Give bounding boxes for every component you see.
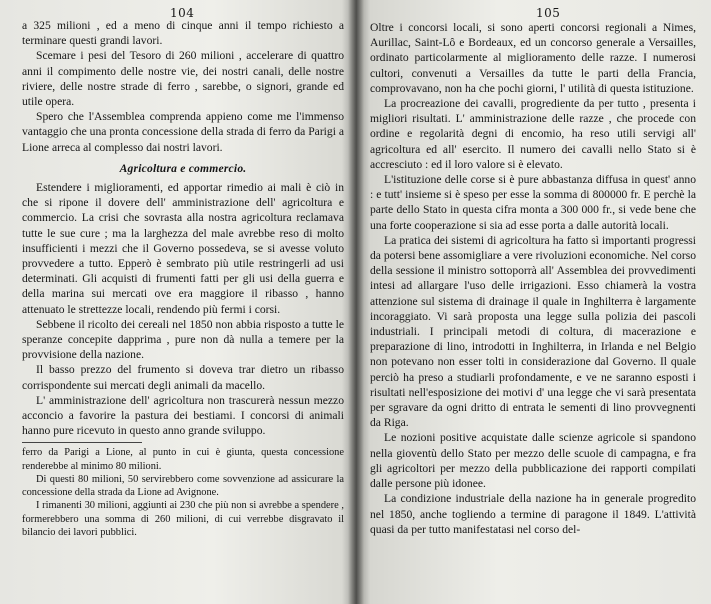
paragraph: L' amministrazione dell' agricoltura non trascurerà nessun mezzo acconcio a favorire la pastura dei bestiami. I concorsi di animali hanno pure ricevuto in questo anno grande sviluppo. bbox=[22, 393, 344, 438]
paragraph: La condizione industriale della nazione ha in generale progredito nel 1850, anche togliendo a termine di paragone il 1849. L'attività quasi da per tutto manifestatasi nel corso del- bbox=[370, 492, 696, 536]
paragraph: La pratica dei sistemi di agricoltura ha fatto sì importanti progressi da potersi bene assomigliare a vere rivoluzioni economiche. Nel corso della sessione il ministro sottoporrà all' Assemblea dei provvedimenti intesi ad allargare l'uso delle irrigazioni. Esso chiamerà la vostra attenzione sul sistema di drainage il quale in Inghilterra è largamente incoraggiato. Vi sarà proposta una legge sulla polizia dei pascoli industriali. I principali metodi di coltura, di macerazione e preparazione di lino, introdotti in Inghilterra, in Irlanda e nel Belgio non potevano non esser tolti in considerazione dal Governo. Il quale perciò ha preso a studiarli profondamente, e ve ne saranno esposti i risultati nell'esposizione dei motivi d' una legge che vi sarà presentata per sgravare da ogni dritto di entrata le sementi di lino provvegnenti da Riga. bbox=[370, 233, 696, 430]
book-gutter bbox=[348, 0, 364, 604]
section-heading: Agricoltura e commercio. bbox=[119, 161, 247, 175]
right-page-text bbox=[370, 20, 696, 537]
left-page-text bbox=[22, 18, 344, 539]
paragraph: Il basso prezzo del frumento si doveva trar dietro un ribasso corrispondente sui mercati degli animali da macello. bbox=[22, 363, 344, 392]
footnote-paragraph: ferro da Parigi a Lione, al punto in cui è giunta, questa concessione renderebbe al minimo 80 milioni. bbox=[22, 447, 344, 472]
paragraph: L'istituzione delle corse si è pure abbastanza diffusa in quest' anno : e tutt' insieme si è speso per esse la somma di 800000 fr. E perchè la parte dello Stato in questa cifra monta a 300 000 fr., si vede bene che una forte cooperazione si sia ad esse porta a dalle autorità locali. bbox=[370, 173, 696, 232]
paragraph: Scemare i pesi del Tesoro di 260 milioni , accelerare di quattro anni il compimento delle nostre vie, dei nostri canali, delle nostre riviere, delle nostre strade di ferro , sarebbe, o signori, grande ed utile opera. bbox=[22, 49, 344, 109]
paragraph: Estendere i miglioramenti, ed apportar rimedio ai mali è ciò in che si ripone il dovere dell' amministrazione dell' agricoltura e commercio. La crisi che sovrasta alla nostra agricoltura reclamava tutte le sue cure ; ma la larghezza del male avrebbe reso di molto insufficienti i mezzi che il Governo possedeva, se si avesse voluto provvedere a tutto. Epperò è sembrato più utile restringerli ad usi determinati. Gli acquisti di frumenti fatti per gli usi della guerra e della marina sui mercati ove era maggiore il ribasso , hanno attenuato le strettezze locali, rendendo più fermi i corsi. bbox=[22, 181, 344, 316]
footnote-paragraph: Di questi 80 milioni, 50 servirebbero come sovvenzione ad assicurare la concessione della strada da Lione ad Avignone. bbox=[22, 473, 344, 499]
page-number-right: 105 bbox=[536, 6, 561, 20]
footnote-rule bbox=[22, 442, 142, 443]
footnote-block bbox=[22, 446, 344, 538]
right-page bbox=[356, 0, 711, 604]
paragraph: Le nozioni positive acquistate dalle scienze agricole si spandono nella gioventù dello Stato per mezzo delle scuole di campagna, e fra gli agricoltori per mezzo della pubblicazione dei rapporti compilati dalle persone più idonee. bbox=[370, 431, 696, 491]
page-number-left: 104 bbox=[170, 6, 195, 20]
paragraph: La procreazione dei cavalli, progrediente da per tutto , presenta i migliori risultati. L' amministrazione delle razze , che procede con ordine e regolarità degni di encomio, ha reso utili servigi all' agricoltura ed all' esercito. Il numero dei cavalli nello Stato si è accresciuto : ed il loro valore si è elevato. bbox=[370, 97, 696, 171]
paragraph: Sebbene il ricolto dei cereali nel 1850 non abbia risposto a tutte le speranze concepite dapprima , pure non dà nulla a temere per la provvisione della nazione. bbox=[22, 317, 344, 362]
paragraph: Spero che l'Assemblea comprenda appieno come me l'immenso vantaggio che una pronta concessione della strada di ferro da Parigi a Lione arreca al complesso dai nostri lavori. bbox=[22, 110, 344, 154]
footnote-paragraph: I rimanenti 30 milioni, aggiunti ai 230 che più non si avrebbe a spendere , formerebbero una somma di 260 milioni, di cui verrebbe disgravato il bilancio dei lavori pubblici. bbox=[22, 500, 344, 538]
paragraph: Oltre i concorsi locali, si sono aperti concorsi regionali a Nimes, Aurillac, Saint-Lô e Bordeaux, ed un concorso generale a Versailles, ordinato particolarmente al miglioramento delle razze. I numerosi cultori, convenuti a Versailles da tutte le parti della Francia, comprovavano, non ha che pochi giorni, l' utilità di questa istituzione. bbox=[370, 21, 696, 95]
paragraph: a 325 milioni , ed a meno di cinque anni il tempo richiesto a terminare questi grandi lavori. bbox=[22, 19, 344, 48]
